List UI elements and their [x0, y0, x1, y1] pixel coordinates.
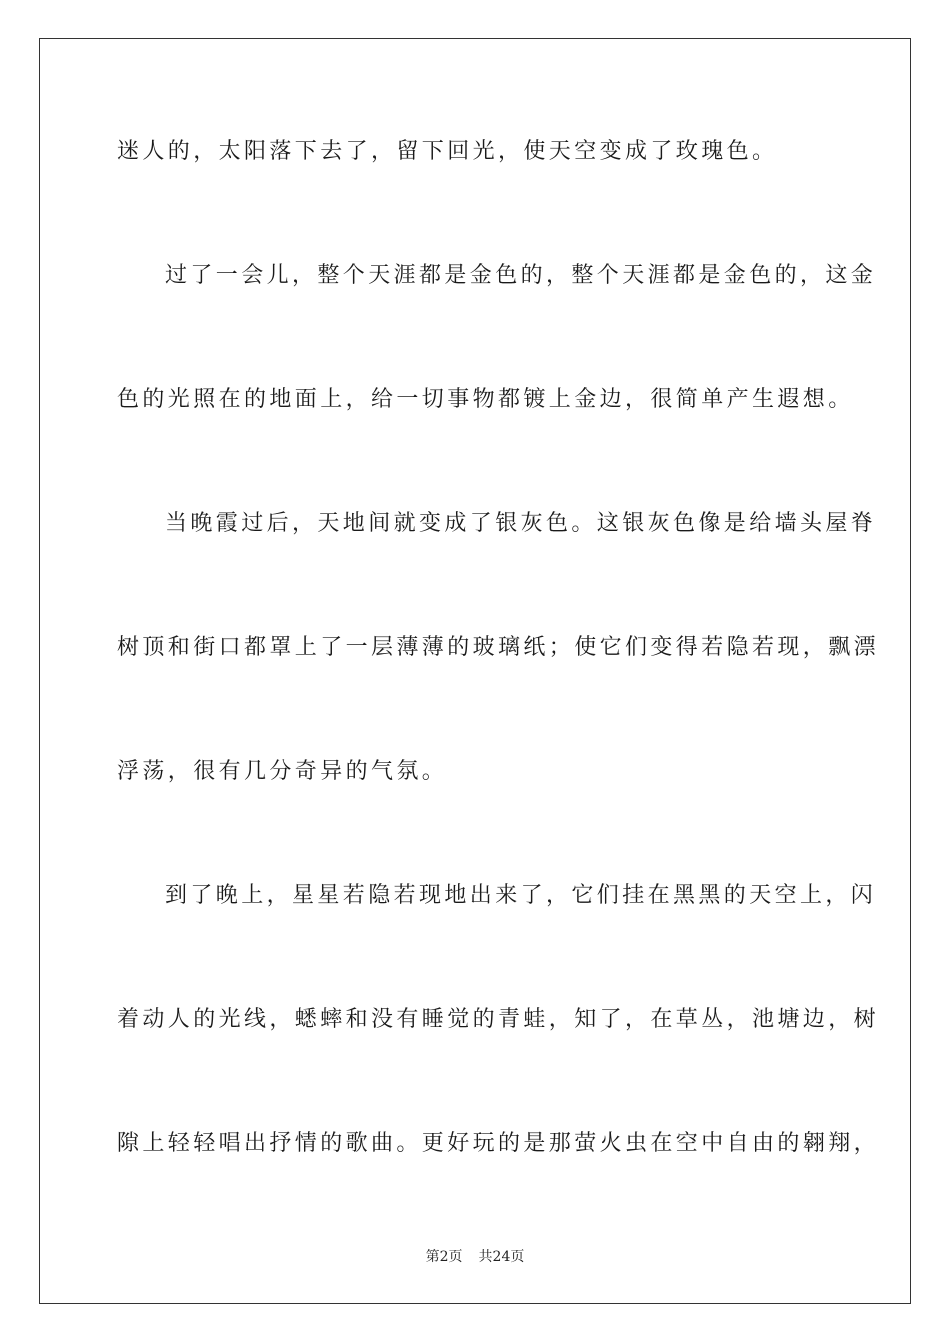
page-footer [0, 1247, 950, 1267]
text-line-4: 当晚霞过后，天地间就变成了银灰色。这银灰色像是给墙头屋脊 [165, 511, 877, 536]
text-line-3: 色的光照在的地面上，给一切事物都镀上金边，很简单产生遐想。 [117, 387, 854, 412]
page-border [39, 38, 911, 1304]
page-total: 共24页 [478, 1249, 525, 1265]
text-line-8: 着动人的光线，蟋蟀和没有睡觉的青蛙，知了，在草丛，池塘边，树 [117, 1007, 880, 1032]
text-line-6: 浮荡，很有几分奇异的气氛。 [117, 759, 448, 784]
text-line-5: 树顶和街口都罩上了一层薄薄的玻璃纸；使它们变得若隐若现，飘漂 [117, 635, 880, 660]
page-number: 第2页 [425, 1249, 463, 1265]
text-line-1: 迷人的，太阳落下去了，留下回光，使天空变成了玫瑰色。 [117, 139, 778, 164]
text-line-2: 过了一会儿，整个天涯都是金色的，整个天涯都是金色的，这金 [165, 263, 877, 288]
text-line-7: 到了晚上，星星若隐若现地出来了，它们挂在黑黑的天空上，闪 [165, 883, 877, 908]
text-line-9: 隙上轻轻唱出抒情的歌曲。更好玩的是那萤火虫在空中自由的翱翔， [117, 1131, 880, 1156]
